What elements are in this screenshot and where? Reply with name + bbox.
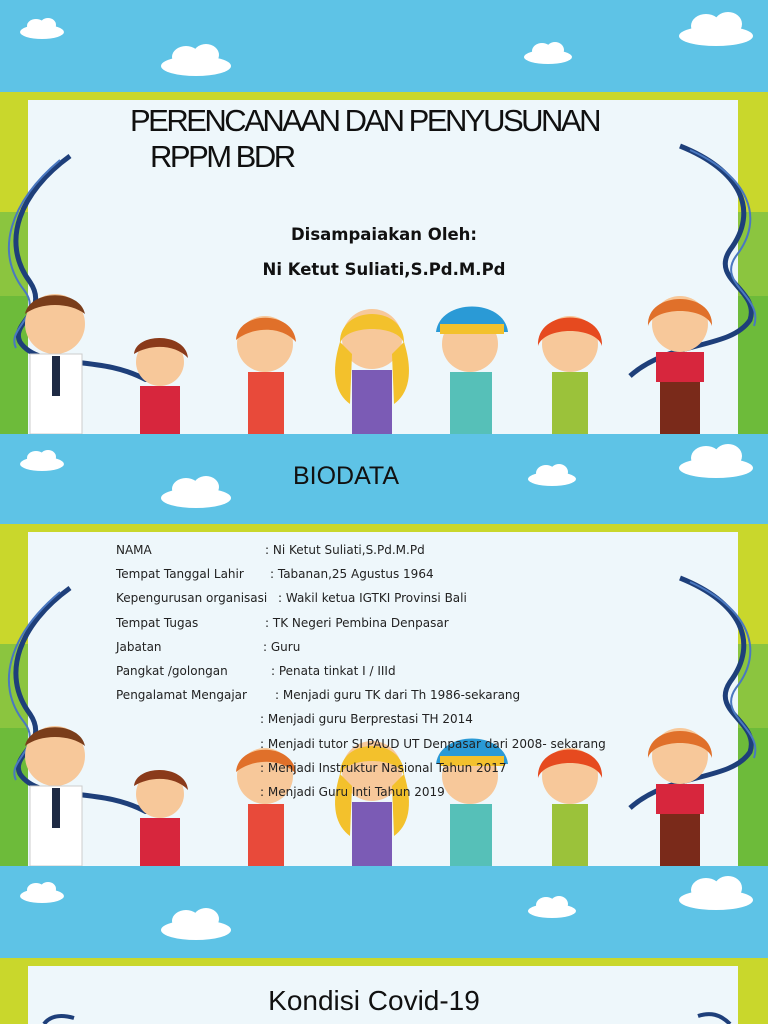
cloud-icon [158, 42, 234, 78]
cloud-icon [522, 40, 574, 66]
presenter-name: Ni Ketut Suliati,S.Pd.M.Pd [262, 260, 506, 279]
sky-band-lower [0, 866, 768, 958]
covid-heading: Kondisi Covid-19 [268, 985, 480, 1016]
cloud-icon [18, 16, 66, 40]
cloud-icon [526, 894, 578, 920]
biodata-row: : Menjadi tutor SI PAUD UT Denpasar dari 2008- sekarang [260, 736, 606, 751]
sky-band-top [0, 0, 768, 92]
title-line-1: PERENCANAAN DAN PENYUSUNAN [130, 103, 599, 138]
biodata-row: Tempat Tanggal Lahir : Tabanan,25 Agustus 1964 [116, 567, 434, 582]
cloud-icon [18, 880, 66, 904]
slide-title [0, 92, 768, 434]
title-line-2: RPPM BDR [150, 139, 294, 174]
children-illustration [0, 284, 768, 434]
presented-by-label: Disampaiakan Oleh: [290, 225, 478, 244]
biodata-heading: BIODATA [292, 462, 400, 490]
cloud-icon [676, 874, 756, 912]
biodata-row: Jabatan : Guru [116, 639, 301, 654]
biodata-row: Tempat Tugas : TK Negeri Pembina Denpasar [116, 615, 449, 630]
biodata-list [116, 538, 606, 804]
biodata-row: : Menjadi Instruktur Nasional Tahun 2017 [260, 760, 507, 775]
biodata-row: : Menjadi Guru Inti Tahun 2019 [260, 784, 445, 799]
cloud-icon [676, 10, 756, 48]
biodata-row: Pengalamat Mengajar : Menjadi guru TK dari Th 1986-sekarang [116, 688, 521, 703]
slide-title-heading [130, 103, 599, 175]
biodata-row: : Menjadi guru Berprestasi TH 2014 [260, 712, 473, 727]
cloud-icon [158, 906, 234, 942]
biodata-row: Pangkat /golongan : Penata tinkat I / IIId [116, 663, 396, 678]
biodata-row: NAMA : Ni Ketut Suliati,S.Pd.M.Pd [116, 543, 425, 557]
biodata-row: Kepengurusan organisasi : Wakil ketua IGTKI Provinsi Bali [116, 591, 467, 606]
